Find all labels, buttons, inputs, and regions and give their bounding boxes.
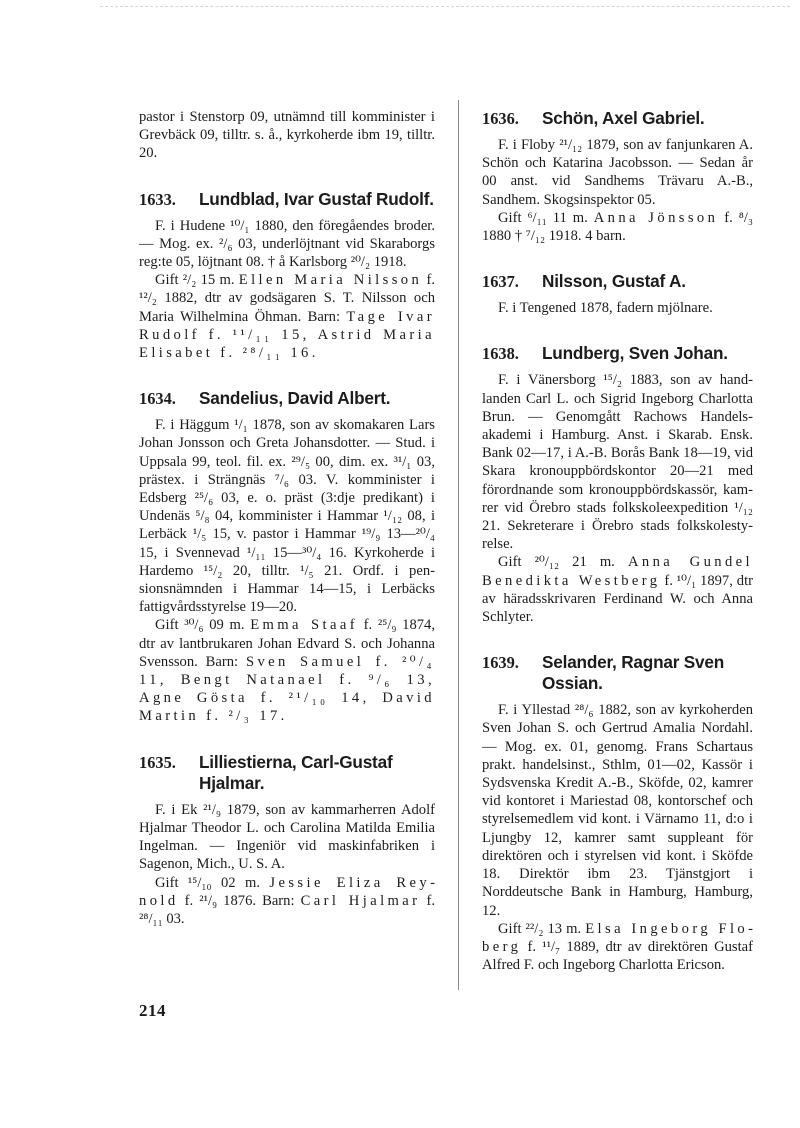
entry-bio: F. i Yllestad ²⁸/₆ 1882, son av kyrkoherden Sven Johan S. och Gertrud Amalia Nordahl. — Mog. ex. 01, genomg. Frans Schartaus prakt. handelsinst., Sthlm, 01—02, Kassör i Sydsvenska Kredit A.-B., Sköfde, 02, kamrer vid kontoret i Mariestad 08, kontorschef och styrelsemedlem vid kont. i Värnamo 11, d:o i Ljungby 12, kamrer samt suppleant för direktören och i styrelsen vid kont. i Sköfde 18. Direktör ibm 23. Tjänstgjort i Norddeutsche Bank in Hamburg, Hamburg, 12.	[482, 702, 753, 919]
entry-name: Schön, Axel Gabriel.	[542, 108, 705, 128]
entry-1634	[139, 388, 435, 725]
family-prefix: Gift ²²/₂ 13 m.	[498, 920, 586, 937]
family-details: f. ²¹/₉ 1876. Barn:	[178, 892, 301, 909]
entry-bio: F. i Häggum ¹/₁ 1878, son av skomakaren Lars Johan Jonsson och Greta Johansdotter. — Stud. i Uppsala 99, teol. fil. ex. ²⁹/₅ 00, dim. ex. ³¹/₁ 03, prästex. i Strängnäs ⁷/₆ 03. V. komminister i Edsberg ²⁵/₆ 03, e. o. präst (3:dje predikant) i Undenäs ⁵/₈ 04, komminister i Hammar ¹/₁₂ 08, i Lerbäck ¹/₅ 15, v. pastor i Hammar ¹⁹/₉ 13—²⁰/₄ 15, i Svennevad ¹/₁₁ 15—³⁰/₄ 16. Kyrkoherde i Hardemo ¹⁵/₂ 20, tilltr. ¹/₅ 21. Ordf. i pensionsnämnden i Hammar 14—15, i Lerbäcks fattigvårdsstyrelse 19—20.	[139, 417, 435, 616]
children-names: Sven Samuel f. ²⁰/₄ 11, Bengt Natanael f. ⁹/₆ 13, Agne Gösta f. ²¹/₁₀ 14, David Martin f. ²/₃ 17.	[139, 653, 435, 725]
spouse-name: Anna Gundel Benedikta Westberg	[482, 554, 754, 589]
entry-bio: F. i Tengened 1878, fadern mjölnare.	[498, 300, 713, 317]
entry-number: 1638.	[482, 344, 519, 364]
entry-name: Lundblad, Ivar Gustaf Rudolf.	[199, 188, 434, 209]
entry-family	[482, 209, 753, 245]
entry-family	[139, 616, 435, 725]
entry-family	[482, 553, 753, 626]
entry-1633	[139, 189, 435, 363]
spouse-name: Anna Jönsson	[593, 209, 719, 226]
entry-family	[482, 920, 753, 975]
entry-1636	[482, 108, 753, 245]
family-prefix: Gift ²/₂ 15 m.	[155, 272, 239, 289]
spouse-name: Emma Staaf	[250, 617, 358, 634]
entry-heading	[139, 752, 435, 794]
family-prefix: Gift ²⁰/₁₂ 21 m.	[498, 554, 628, 571]
entry-heading	[482, 652, 753, 694]
entry-heading	[139, 388, 435, 409]
children-names: Carl Hjalmar	[300, 892, 421, 909]
spouse-name: Ellen Maria Nilsson	[238, 272, 423, 289]
children-names: Tage Ivar Rudolf f. ¹¹/₁₁ 15, Astrid Maria Elisabet f. ²⁸/₁₁ 16.	[139, 308, 435, 362]
entry-number: 1635.	[139, 752, 176, 772]
family-prefix: Gift ³⁰/₆ 09 m.	[155, 617, 251, 634]
entry-bio: F. i Floby ²¹/₁₂ 1879, son av fanjunkaren A. Schön och Katarina Jacobsson. — Sedan år 00 anst. vid Sandhems Trävaru A.-B., Sandhem. Skogsinspektor 05.	[482, 137, 753, 208]
entry-bio: F. i Vänersborg ¹⁵/₂ 1883, son av handlanden Carl L. och Sigrid Ingeborg Charlotta Brun. — Genomgått Rachows Handelsakademi i Hamburg. Anst. i Skarab. Ensk. Bank 02—17, i A.-B. Borås Bank 18—19, vid Skara kronouppbördskontor 20—21 med förordnande som kronouppbördskassör, kamrer vid Örebro stads folkskoleexpedition ¹/₁₂ 21. Sekreterare i Örebro stads folkskolestyrelse.	[482, 372, 753, 553]
page-number: 214	[139, 1001, 166, 1020]
entry-name: Nilsson, Gustaf A.	[542, 271, 686, 292]
entry-bio: F. i Hudene ¹⁰/₁ 1880, den föregåendes broder. — Mog. ex. ²/₆ 03, underlöjtnant vid Skaraborgs reg:te 05, löjtnant 08. † å Karlsborg ²⁰/₂ 1918.	[139, 217, 435, 271]
entry-name: Lundberg, Sven Johan.	[542, 343, 728, 364]
entry-heading	[482, 271, 753, 292]
spouse-name: Elsa Ingeborg Floberg	[482, 920, 754, 955]
right-column	[482, 108, 753, 974]
entry-name: Lilliestierna, Carl-Gustaf Hjalmar.	[199, 751, 393, 793]
family-suffix: f. ²⁸/₁₁ 03.	[139, 892, 436, 927]
continuation-text: pastor i Stenstorp 09, utnämnd till komminister i Grevbäck 09, tilltr. s. å., kyrkoherde ibm 19, tilltr. 20.	[139, 109, 435, 162]
entry-number: 1639.	[482, 653, 519, 673]
entry-number: 1636.	[482, 109, 519, 128]
entry-number: 1637.	[482, 272, 519, 292]
entry-family	[139, 874, 435, 929]
entry-1639	[482, 652, 753, 974]
entry-name: Selander, Ragnar Sven Ossian.	[542, 652, 725, 694]
spouse-name: Jessie Eliza Reynold	[139, 874, 435, 909]
entry-number: 1633.	[139, 189, 176, 209]
entry-bio: F. i Ek ²¹/₉ 1879, son av kammarherren Adolf Hjalmar Theodor L. och Carolina Matilda Emilia Ingelman. — Ingeniör vid maskinfabriken i Sagenon, Mich., U. S. A.	[139, 801, 435, 873]
family-prefix: Gift ¹⁵/₁₀ 02 m.	[155, 874, 270, 891]
column-divider	[458, 100, 459, 990]
family-details: f. ⁸/₃ 1880 † ⁷/₁₂ 1918. 4 barn.	[482, 209, 753, 245]
scan-top-edge	[100, 6, 790, 7]
entry-family	[139, 271, 435, 362]
entry-number: 1634.	[139, 389, 176, 409]
family-details: f. ¹¹/₇ 1889, dtr av direktören Gustaf Alfred F. och Ingeborg Charlotta Ericson.	[482, 938, 753, 974]
entry-1635	[139, 752, 435, 928]
left-column	[139, 108, 435, 928]
family-details: f. ²⁵/₉ 1874, dtr av lantbrukaren Johan Edvard S. och Johanna Svensson. Barn:	[139, 617, 435, 670]
entry-heading	[482, 108, 753, 129]
entry-1638	[482, 343, 753, 626]
entry-name: Sandelius, David Albert.	[199, 388, 391, 409]
entry-heading	[139, 189, 435, 210]
family-prefix: Gift ⁶/₁₁ 11 m.	[498, 209, 594, 226]
entry-1637	[482, 271, 753, 317]
entry-heading	[482, 343, 753, 364]
family-details: f. ¹²/₂ 1882, dtr av godsägaren S. T. Nilsson och Maria Wilhelmina Öhman. Barn:	[139, 272, 435, 325]
family-details: f. ¹⁰/₁ 1897, dtr av häradsskrivaren Ferdinand W. och Anna Schlyter.	[482, 572, 753, 626]
